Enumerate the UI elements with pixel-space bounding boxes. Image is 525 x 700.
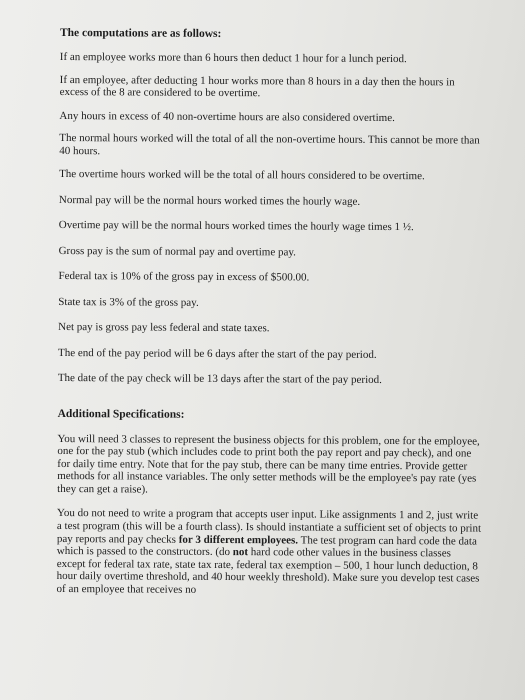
- specs-text: The test program can hard code the data which is passed to the constructors. (do: [56, 534, 477, 559]
- computation-item: The end of the pay period will be 6 days after the start of the pay period.: [57, 346, 377, 361]
- document-content: [57, 26, 485, 598]
- computation-item: If an employee works more than 6 hours then deduct 1 hour for a lunch period.: [59, 50, 407, 66]
- computation-item: If an employee, after deducting 1 hour works more than 8 hours in a day then the hours in excess of the 8 are considered to be overtime.: [59, 73, 455, 100]
- specs-text: hard code other values in the business classes except for federal tax rate, state tax rate, federal tax exemption – 500, 1 hour lunch deduction, 8 hour daily overtime threshold, and 40 hour weekly threshold). Make sure you develop test cases of an employee that receives no: [56, 546, 480, 596]
- specs-bold-text: not: [232, 546, 249, 559]
- computation-item: State tax is 3% of the gross pay.: [58, 295, 199, 309]
- computation-item: The normal hours worked will the total of all the non-overtime hours. This cannot be more than 40 hours.: [59, 131, 480, 157]
- computation-item: Any hours in excess of 40 non-overtime hours are also considered overtime.: [59, 109, 395, 124]
- specs-bold-text: for 3 different employees.: [178, 533, 299, 547]
- computation-item: Normal pay will be the normal hours worked times the hourly wage.: [58, 193, 361, 208]
- specs-heading: Additional Specifications:: [57, 407, 185, 421]
- computation-item: The date of the pay check will be 13 days after the start of the pay period.: [57, 371, 382, 386]
- computation-item: Federal tax is 10% of the gross pay in excess of $500.00.: [58, 269, 310, 284]
- computations-heading: The computations are as follows:: [59, 26, 222, 40]
- specs-paragraph-2: [57, 507, 483, 598]
- computation-item: Gross pay is the sum of normal pay and overtime pay.: [58, 244, 296, 258]
- specs-text: You do not need to write a program that accepts user input. Like assignments 1 and 2, just write a test program (this will be a fourth class). Is should instantiate a sufficient set of objects to print pay reports and pay checks: [56, 507, 482, 546]
- specs-paragraph-1: You will need 3 classes to represent the business objects for this problem, one for the employee, one for the pay stub (which includes code to print both the pay report and pay check), and one for daily time entry. Note that for the pay stub, there can be many time entries. Provide getter methods for all instance variables. The only setter methods will be the employee's pay rate (yes they can get a raise).: [57, 432, 480, 496]
- computation-item: The overtime hours worked will be the total of all hours considered to be overtime.: [59, 167, 425, 183]
- computation-item: Net pay is gross pay less federal and state taxes.: [58, 320, 270, 335]
- computation-item: Overtime pay will be the normal hours worked times the hourly wage times 1 ½.: [58, 218, 414, 234]
